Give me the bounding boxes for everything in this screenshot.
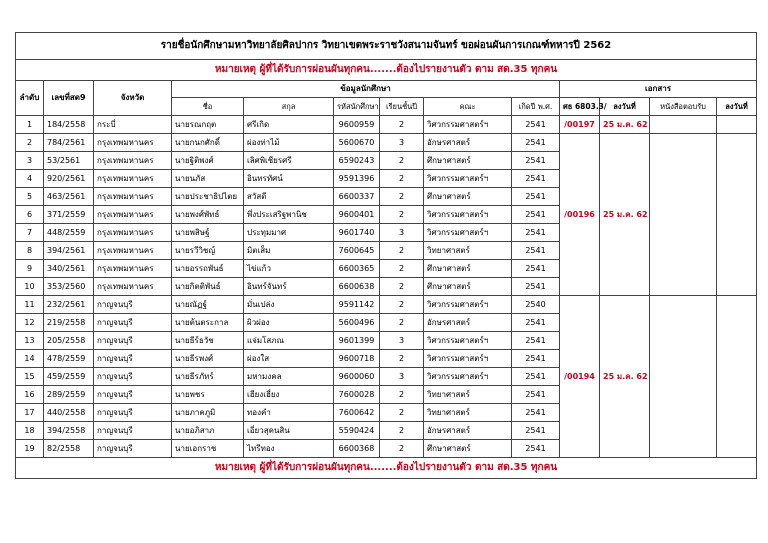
header-reply-date: ลงวันที่ [717,98,757,116]
row-no: 16 [16,386,44,404]
row-birth-year: 2541 [512,170,560,188]
row-name: นายกิตติพันธ์ [172,278,244,296]
row-birth-year: 2541 [512,404,560,422]
doc-number: /00197 [560,116,600,134]
row-surname: มหามงคล [244,368,334,386]
row-sd9: 920/2561 [44,170,94,188]
doc-date: 25 ม.ค. 62 [600,296,650,458]
row-province: กรุงเทพมหานคร [94,260,172,278]
row-name: นายพชร [172,386,244,404]
row-birth-year: 2541 [512,368,560,386]
row-year: 2 [380,260,424,278]
student-table [15,32,757,479]
row-no: 7 [16,224,44,242]
student-deferment-sheet [15,32,756,479]
table-row [16,134,757,152]
row-no: 4 [16,170,44,188]
row-birth-year: 2541 [512,314,560,332]
row-student-id: 7600645 [334,242,380,260]
row-no: 5 [16,188,44,206]
row-faculty: วิศวกรรมศาสตร์ฯ [424,206,512,224]
row-year: 3 [380,368,424,386]
header-year: เรียนชั้นปี [380,98,424,116]
header-province: จังหวัด [94,81,172,116]
row-faculty: วิศวกรรมศาสตร์ฯ [424,116,512,134]
row-sd9: 219/2558 [44,314,94,332]
row-province: กรุงเทพมหานคร [94,242,172,260]
row-student-id: 5600670 [334,134,380,152]
note-row [16,60,757,81]
row-province: กรุงเทพมหานคร [94,278,172,296]
table-row [16,296,757,314]
row-surname: แจ่มโสภณ [244,332,334,350]
row-name: นายประชาธิปไตย [172,188,244,206]
row-sd9: 289/2559 [44,386,94,404]
row-year: 3 [380,134,424,152]
header-birth-year: เกิดปี พ.ศ. [512,98,560,116]
row-faculty: วิศวกรรมศาสตร์ฯ [424,368,512,386]
header-surname: สกุล [244,98,334,116]
row-birth-year: 2541 [512,188,560,206]
row-name: นายอรรถพันธ์ [172,260,244,278]
row-birth-year: 2541 [512,224,560,242]
row-name: นายเอกราช [172,440,244,458]
row-surname: ไทรีทอง [244,440,334,458]
row-sd9: 394/2561 [44,242,94,260]
row-name: นายนภัส [172,170,244,188]
row-surname: ผ่องใส [244,350,334,368]
note-top: หมายเหตุ ผู้ที่ได้รับการผ่อนผันทุกคน.......ต้องไปรายงานตัว ตาม สด.35 ทุกคน [16,60,757,81]
row-province: กาญจนบุรี [94,296,172,314]
row-student-id: 7600028 [334,386,380,404]
row-no: 14 [16,350,44,368]
row-year: 2 [380,278,424,296]
row-no: 1 [16,116,44,134]
row-sd9: 353/2560 [44,278,94,296]
row-name: นายต้นตระกาล [172,314,244,332]
row-surname: สวัสดี [244,188,334,206]
row-name: นายณัฏฐ์ [172,296,244,314]
header-sd9: เลขที่สด9 [44,81,94,116]
row-sd9: 371/2559 [44,206,94,224]
row-surname: อินทรทัศน์ [244,170,334,188]
row-sd9: 232/2561 [44,296,94,314]
row-surname: เอี่ยวสุคนสิน [244,422,334,440]
row-year: 2 [380,242,424,260]
row-sd9: 184/2558 [44,116,94,134]
row-surname: เฮียงเฮี่ยง [244,386,334,404]
row-province: กาญจนบุรี [94,422,172,440]
row-province: กาญจนบุรี [94,386,172,404]
header-name: ชื่อ [172,98,244,116]
row-faculty: วิทยาศาสตร์ [424,386,512,404]
row-faculty: ศึกษาศาสตร์ [424,152,512,170]
row-province: กระบี่ [94,116,172,134]
row-sd9: 340/2561 [44,260,94,278]
row-sd9: 394/2558 [44,422,94,440]
row-sd9: 440/2558 [44,404,94,422]
row-year: 2 [380,116,424,134]
header-no: ลำดับ [16,81,44,116]
row-faculty: ศึกษาศาสตร์ [424,260,512,278]
row-province: กาญจนบุรี [94,350,172,368]
row-student-id: 6600638 [334,278,380,296]
row-sd9: 463/2561 [44,188,94,206]
row-birth-year: 2541 [512,278,560,296]
row-faculty: วิศวกรรมศาสตร์ฯ [424,350,512,368]
row-student-id: 9600718 [334,350,380,368]
row-faculty: วิศวกรรมศาสตร์ฯ [424,224,512,242]
row-student-id: 9600060 [334,368,380,386]
row-birth-year: 2541 [512,386,560,404]
header-student-info: ข้อมูลนักศึกษา [172,81,560,98]
doc-number: /00194 [560,296,600,458]
row-birth-year: 2541 [512,116,560,134]
row-surname: พึ่งประเสริฐพานิช [244,206,334,224]
row-student-id: 6590243 [334,152,380,170]
reply-letter-cell [650,296,717,458]
note-row-bottom [16,458,757,479]
reply-letter-cell [650,134,717,296]
row-student-id: 5590424 [334,422,380,440]
row-student-id: 9591142 [334,296,380,314]
row-birth-year: 2541 [512,242,560,260]
row-surname: อินทร์จันทร์ [244,278,334,296]
row-name: นายฐิติพงศ์ [172,152,244,170]
row-student-id: 9600959 [334,116,380,134]
row-birth-year: 2541 [512,440,560,458]
row-surname: เลิศพิเชียรศรี [244,152,334,170]
row-no: 11 [16,296,44,314]
doc-number: /00196 [560,134,600,296]
row-birth-year: 2541 [512,350,560,368]
row-student-id: 6600368 [334,440,380,458]
row-name: นายพสิษฐ์ [172,224,244,242]
reply-date-cell [717,134,757,296]
row-no: 6 [16,206,44,224]
row-surname: ประทุมมาศ [244,224,334,242]
header-faculty: คณะ [424,98,512,116]
row-province: กรุงเทพมหานคร [94,206,172,224]
row-year: 3 [380,224,424,242]
row-province: กาญจนบุรี [94,314,172,332]
row-birth-year: 2541 [512,332,560,350]
doc-date: 25 ม.ค. 62 [600,116,650,134]
row-faculty: วิศวกรรมศาสตร์ฯ [424,332,512,350]
row-name: นายพงศ์พัทธ์ [172,206,244,224]
row-no: 2 [16,134,44,152]
row-year: 3 [380,332,424,350]
row-name: นายภาคภูมิ [172,404,244,422]
row-name: นายรณกฤต [172,116,244,134]
row-year: 2 [380,350,424,368]
header-documents: เอกสาร [560,81,757,98]
row-surname: ทองคำ [244,404,334,422]
reply-date-cell [717,116,757,134]
reply-date-cell [717,296,757,458]
row-faculty: ศึกษาศาสตร์ [424,188,512,206]
row-province: กาญจนบุรี [94,404,172,422]
row-sd9: 459/2559 [44,368,94,386]
row-faculty: ศึกษาศาสตร์ [424,440,512,458]
row-province: กรุงเทพมหานคร [94,224,172,242]
row-year: 2 [380,206,424,224]
row-name: นายธีร์ธวัช [172,332,244,350]
note-bottom: หมายเหตุ ผู้ที่ได้รับการผ่อนผันทุกคน.......ต้องไปรายงานตัว ตาม สด.35 ทุกคน [16,458,757,479]
row-year: 2 [380,386,424,404]
header-doc-date: ลงวันที่ [600,98,650,116]
row-birth-year: 2541 [512,152,560,170]
row-faculty: ศึกษาศาสตร์ [424,278,512,296]
row-faculty: อักษรศาสตร์ [424,422,512,440]
page-title: รายชื่อนักศึกษามหาวิทยาลัยศิลปากร วิทยาเขตพระราชวังสนามจันทร์ ขอผ่อนผันการเกณฑ์ทหารปี 2562 [16,33,757,60]
row-faculty: วิทยาศาสตร์ [424,242,512,260]
row-birth-year: 2541 [512,260,560,278]
row-student-id: 6600337 [334,188,380,206]
row-faculty: วิศวกรรมศาสตร์ฯ [424,296,512,314]
row-faculty: อักษรศาสตร์ [424,134,512,152]
row-province: กรุงเทพมหานคร [94,170,172,188]
row-student-id: 9591396 [334,170,380,188]
row-no: 15 [16,368,44,386]
row-surname: มั่นเปล่ง [244,296,334,314]
row-surname: ผิวผ่อง [244,314,334,332]
title-row [16,33,757,60]
row-sd9: 205/2558 [44,332,94,350]
row-student-id: 5600496 [334,314,380,332]
row-name: นายกนกศักดิ์ [172,134,244,152]
row-sd9: 53/2561 [44,152,94,170]
row-year: 2 [380,422,424,440]
row-year: 2 [380,314,424,332]
row-province: กาญจนบุรี [94,332,172,350]
row-year: 2 [380,296,424,314]
row-province: กรุงเทพมหานคร [94,152,172,170]
row-no: 12 [16,314,44,332]
row-name: นายอภิสาภ [172,422,244,440]
row-surname: ไข่แก้ว [244,260,334,278]
row-birth-year: 2540 [512,296,560,314]
row-no: 9 [16,260,44,278]
row-province: กาญจนบุรี [94,440,172,458]
row-surname: มิตเส็ม [244,242,334,260]
row-no: 13 [16,332,44,350]
reply-letter-cell [650,116,717,134]
row-faculty: อักษรศาสตร์ [424,314,512,332]
row-year: 2 [380,404,424,422]
row-no: 10 [16,278,44,296]
doc-date: 25 ม.ค. 62 [600,134,650,296]
row-student-id: 9600401 [334,206,380,224]
row-sd9: 478/2559 [44,350,94,368]
row-student-id: 6600365 [334,260,380,278]
row-sd9: 784/2561 [44,134,94,152]
row-province: กาญจนบุรี [94,368,172,386]
table-row [16,116,757,134]
row-surname: ศรีเกิด [244,116,334,134]
row-no: 18 [16,422,44,440]
row-year: 2 [380,170,424,188]
row-student-id: 9601399 [334,332,380,350]
row-province: กรุงเทพมหานคร [94,188,172,206]
row-no: 17 [16,404,44,422]
row-birth-year: 2541 [512,422,560,440]
row-faculty: วิศวกรรมศาสตร์ฯ [424,170,512,188]
row-name: นายรวีวิชญ์ [172,242,244,260]
header-reply: หนังสือตอบรับ [650,98,717,116]
row-no: 8 [16,242,44,260]
row-no: 3 [16,152,44,170]
row-student-id: 7600642 [334,404,380,422]
row-name: นายธีรพงศ์ [172,350,244,368]
row-birth-year: 2541 [512,206,560,224]
header-row-1 [16,81,757,98]
row-name: นายธีรภัทร์ [172,368,244,386]
row-student-id: 9601740 [334,224,380,242]
row-no: 19 [16,440,44,458]
row-year: 2 [380,188,424,206]
header-doc-no: ศธ 6803.3/ [560,98,600,116]
row-sd9: 82/2558 [44,440,94,458]
row-province: กรุงเทพมหานคร [94,134,172,152]
row-sd9: 448/2559 [44,224,94,242]
row-faculty: วิทยาศาสตร์ [424,404,512,422]
row-surname: ผ่องท่าไม้ [244,134,334,152]
row-birth-year: 2541 [512,134,560,152]
row-year: 2 [380,440,424,458]
header-student-id: รหัสนักศึกษา [334,98,380,116]
row-year: 2 [380,152,424,170]
